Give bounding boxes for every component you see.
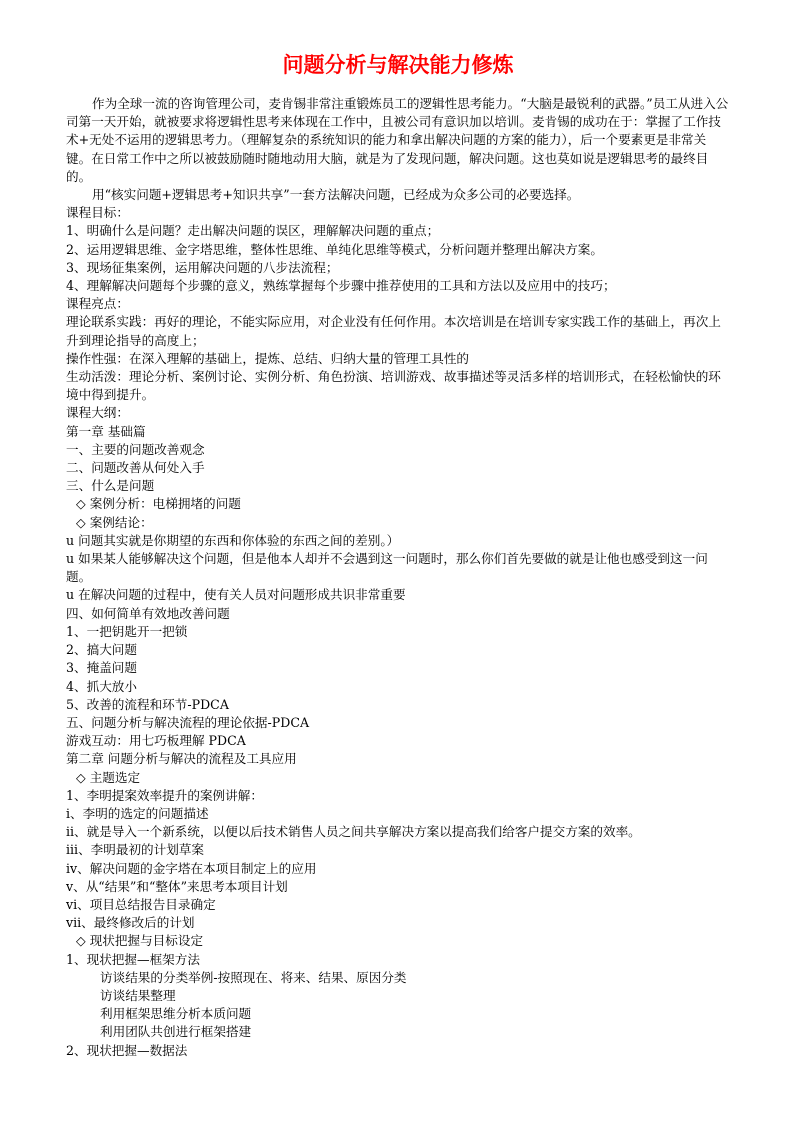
outline-bullet: ◇ 案例结论： xyxy=(76,514,153,530)
outline-line: 1、李明提案效率提升的案例讲解： xyxy=(66,787,263,803)
highlight-item: 生动活泼：理论分析、案例讨论、实例分析、角色扮演、培训游戏、故事描述等灵活多样的培训形式，在轻松愉快的环境中得到提升。 xyxy=(66,369,721,403)
outline-line: 二、问题改善从何处入手 xyxy=(66,460,205,476)
goal-item: 1、明确什么是问题？走出解决问题的误区，理解解决问题的重点； xyxy=(66,223,440,239)
outline-line: v、从“结果”和“整体”来思考本项目计划 xyxy=(66,878,288,894)
outline-bullet: ◇ 主题选定 xyxy=(76,769,141,785)
outline-line: 1、一把钥匙开一把锁 xyxy=(66,623,188,639)
outline-subline: 访谈结果整理 xyxy=(100,987,176,1003)
intro-paragraph-2: 用“核实问题+逻辑思考+知识共享”一套方法解决问题，已经成为众多公司的必要选择。 xyxy=(92,187,580,203)
outline-line: iv、解决问题的金字塔在本项目制定上的应用 xyxy=(66,860,317,876)
document-body xyxy=(66,95,730,1060)
outline-line: ii、就是导入一个新系统，以便以后技术销售人员之间共享解决方案以提高我们给客户提交方案的效率。 xyxy=(66,824,641,840)
outline-heading: 课程大纲： xyxy=(66,405,129,421)
outline-bullet: ◇ 案例分析：电梯拥堵的问题 xyxy=(76,496,241,512)
outline-line: u 如果某人能够解决这个问题，但是他本人却并不会遇到这一问题时，那么你们首先要做的就是让他也感受到这一问题。 xyxy=(66,551,708,585)
chapter-heading: 第二章 问题分析与解决的流程及工具应用 xyxy=(66,751,297,767)
outline-subline: 访谈结果的分类举例-按照现在、将来、结果、原因分类 xyxy=(100,969,407,985)
outline-line: u 问题其实就是你期望的东西和你体验的东西之间的差别。） xyxy=(66,532,400,548)
document-title: 问题分析与解决能力修炼 xyxy=(282,52,514,77)
outline-line: 4、抓大放小 xyxy=(66,678,137,694)
outline-line: iii、李明最初的计划草案 xyxy=(66,842,205,858)
intro-paragraph-1: 作为全球一流的咨询管理公司，麦肯锡非常注重锻炼员工的逻辑性思考能力。“大脑是最锐利的武器。”员工从进入公司第一天开始，就被要求将逻辑性思考来体现在工作中，且被公司有意识加以培训。麦肯锡的成功在于：掌握了工作技术+无处不运用的逻辑思考力。（理解复杂的系统知识的能力和拿出解决问题的方案的能力），后一个要素更是非常关键。在日常工作中之所以被鼓励随时随地动用大脑，就是为了发现问题，解决问题。这也莫如说是逻辑思考的最终目的。 xyxy=(66,96,729,184)
outline-line: 3、掩盖问题 xyxy=(66,660,137,676)
outline-line: 2、搞大问题 xyxy=(66,642,137,658)
outline-line: 1、现状把握—框架方法 xyxy=(66,951,200,967)
outline-bullet: ◇ 现状把握与目标设定 xyxy=(76,933,204,949)
goal-item: 4、理解解决问题每个步骤的意义，熟练掌握每个步骤中推荐使用的工具和方法以及应用中的技巧； xyxy=(66,278,616,294)
outline-subline: 利用团队共创进行框架搭建 xyxy=(100,1024,252,1040)
outline-line: i、李明的选定的问题描述 xyxy=(66,805,209,821)
outline-line: 游戏互动：用七巧板理解 PDCA xyxy=(66,733,246,749)
highlight-item: 操作性强：在深入理解的基础上，提炼、总结、归纳大量的管理工具性的 xyxy=(66,350,469,366)
chapter-heading: 第一章 基础篇 xyxy=(66,423,146,439)
outline-line: u 在解决问题的过程中，使有关人员对问题形成共识非常重要 xyxy=(66,587,406,603)
outline-line: 三、什么是问题 xyxy=(66,478,155,494)
outline-line: 5、改善的流程和环节-PDCA xyxy=(66,696,229,712)
outline-line: 一、主要的问题改善观念 xyxy=(66,441,205,457)
goal-item: 3、现场征集案例，运用解决问题的八步法流程； xyxy=(66,259,339,275)
outline-line: 四、如何简单有效地改善问题 xyxy=(66,605,230,621)
outline-line: vii、最终修改后的计划 xyxy=(66,915,195,931)
outline-subline: 利用框架思维分析本质问题 xyxy=(100,1006,252,1022)
highlight-item: 理论联系实践：再好的理论，不能实际应用，对企业没有任何作用。本次培训是在培训专家实践工作的基础上，再次上升到理论指导的高度上； xyxy=(66,314,721,348)
outline-line: 2、现状把握—数据法 xyxy=(66,1042,188,1058)
highlights-heading: 课程亮点： xyxy=(66,296,129,312)
goals-heading: 课程目标： xyxy=(66,205,129,221)
outline-line: 五、问题分析与解决流程的理论依据-PDCA xyxy=(66,714,310,730)
outline-line: vi、项目总结报告目录确定 xyxy=(66,896,216,912)
goal-item: 2、运用逻辑思维、金字塔思维，整体性思维、单纯化思维等模式，分析问题并整理出解决方案。 xyxy=(66,241,603,257)
